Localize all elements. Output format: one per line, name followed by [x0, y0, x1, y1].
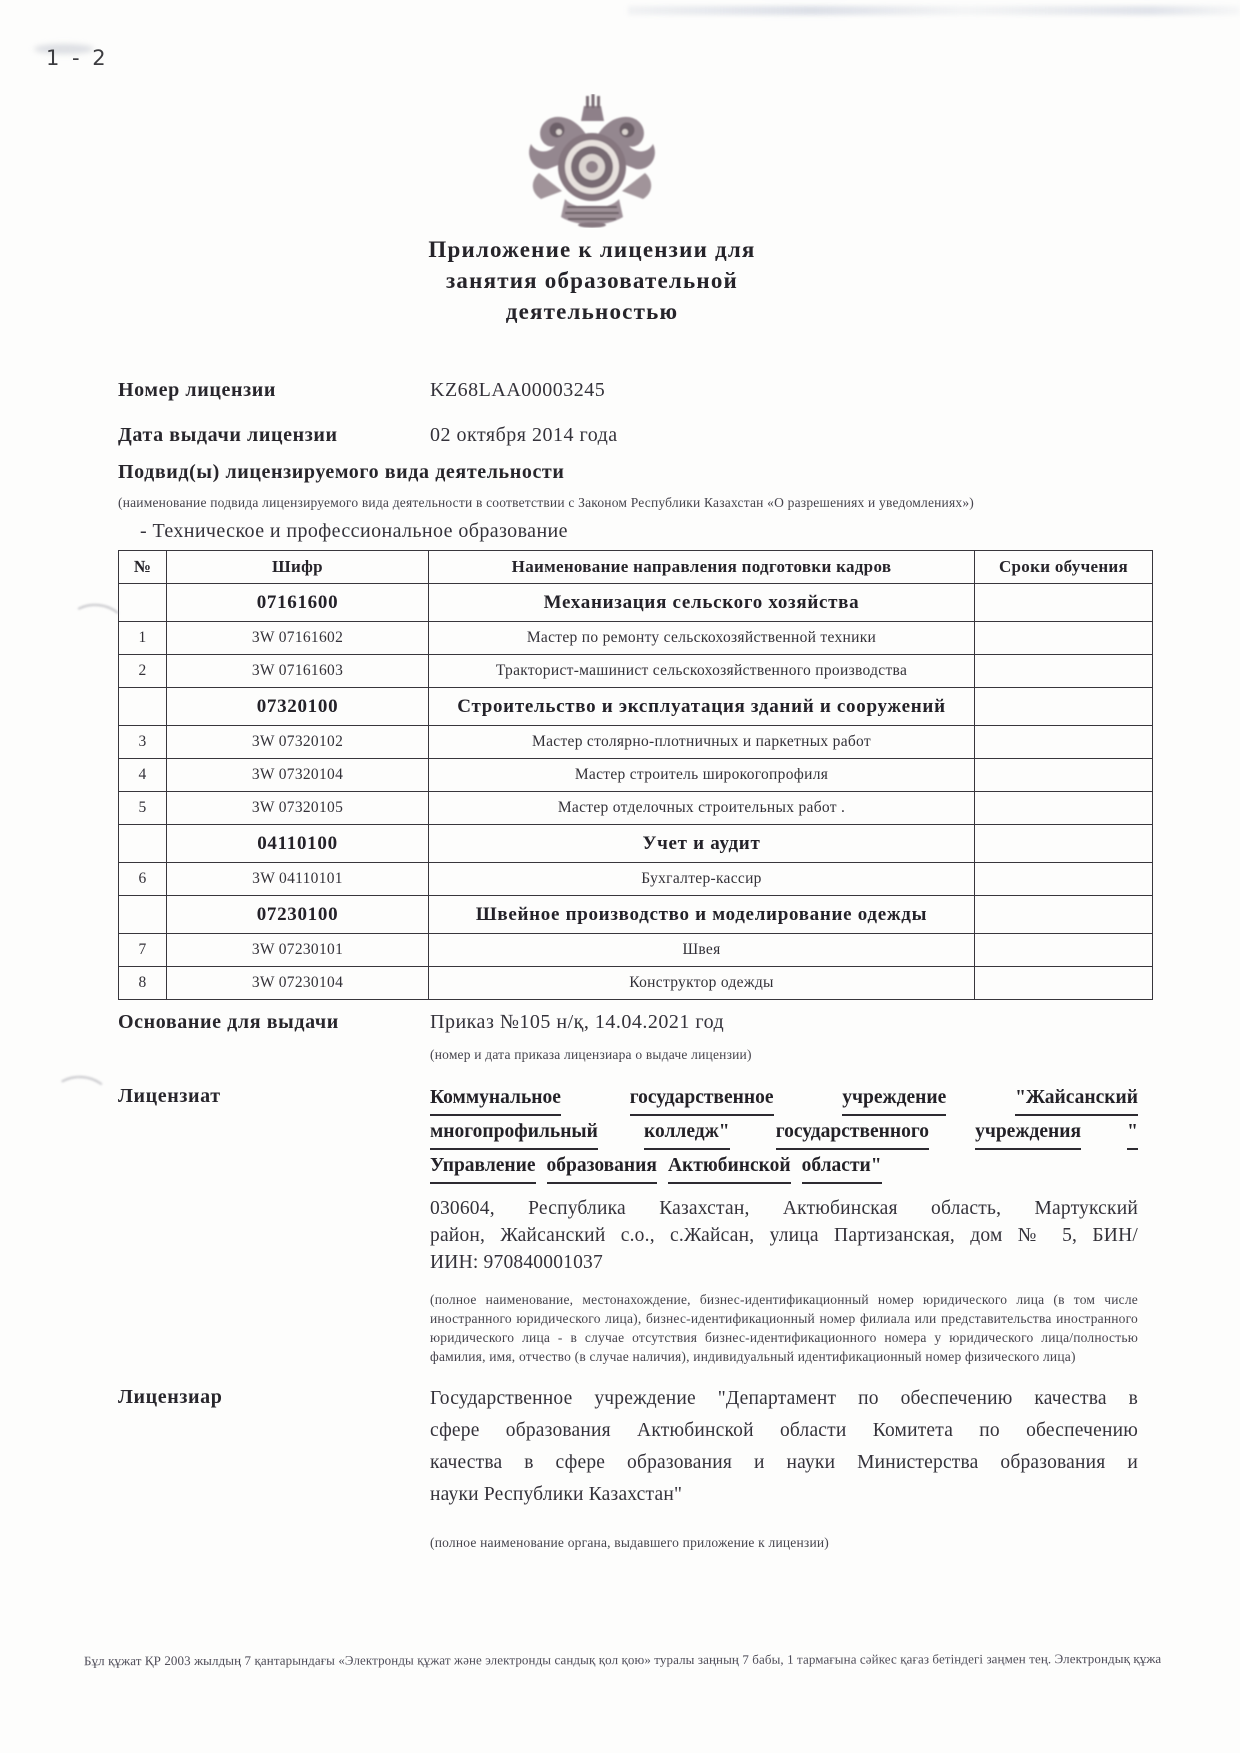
cell-num: 3 — [119, 726, 167, 759]
table-row — [119, 934, 1153, 967]
cell-code: 04110100 — [167, 825, 429, 863]
cell-name: Мастер строитель широкогопрофиля — [429, 759, 975, 792]
cell-num: 7 — [119, 934, 167, 967]
licensee-note: (полное наименование, местонахождение, бизнес-идентификационный номер юридического лица (в том числе иностранного юридического лица), бизнес-идентификационный номер филиала или представительства иностранного юридического лица - в случае отсутствия бизнес-идентификационного номера у юридического лица/полностью фамилия, имя, отчество (в случае наличия), индивидуальный идентификационный номер физического лица) — [430, 1292, 1138, 1364]
cell-code: 3W 07320105 — [167, 792, 429, 825]
table-row — [119, 726, 1153, 759]
cell-num — [119, 896, 167, 934]
text-line: науки Республики Казахстан" — [430, 1484, 683, 1505]
cell-num: 1 — [119, 622, 167, 655]
underlined-word: учреждения — [975, 1116, 1081, 1150]
licensee-name-line — [430, 1116, 1138, 1150]
cell-num: 2 — [119, 655, 167, 688]
cell-code: 3W 07230104 — [167, 967, 429, 1000]
cell-name: Конструктор одежды — [429, 967, 975, 1000]
cell-code: 3W 07161602 — [167, 622, 429, 655]
underlined-word: " — [1127, 1116, 1138, 1150]
licensee-address — [430, 1195, 1138, 1276]
table-row — [119, 967, 1153, 1000]
cell-code: 3W 07320104 — [167, 759, 429, 792]
document-title-line: деятельностью — [505, 299, 679, 324]
cell-name: Мастер по ремонту сельскохозяйственной техники — [429, 622, 975, 655]
table-row — [119, 655, 1153, 688]
table-header-term: Сроки обучения — [975, 551, 1153, 584]
cell-name: Мастер столярно-плотничных и паркетных работ — [429, 726, 975, 759]
qualification-table — [118, 550, 1153, 1000]
table-row — [119, 863, 1153, 896]
underlined-word: "Жайсанский — [1015, 1082, 1138, 1116]
issue-date-value: 02 октября 2014 года — [430, 424, 618, 446]
cell-name: Учет и аудит — [429, 825, 975, 863]
cell-term — [975, 792, 1153, 825]
cell-code: 07230100 — [167, 896, 429, 934]
underlined-word: Коммунальное — [430, 1082, 561, 1116]
licensee-name-line — [430, 1150, 1138, 1184]
cell-name: Мастер отделочных строительных работ . — [429, 792, 975, 825]
document-title-line: Приложение к лицензии для — [428, 237, 756, 262]
basis-note: (номер и дата приказа лицензиара о выдаче лицензии) — [430, 1047, 752, 1062]
subtype-heading: Подвид(ы) лицензируемого вида деятельности — [118, 461, 565, 483]
cell-term — [975, 896, 1153, 934]
table-group-row — [119, 896, 1153, 934]
cell-name: Бухгалтер-кассир — [429, 863, 975, 896]
cell-num: 6 — [119, 863, 167, 896]
licensor-note: (полное наименование органа, выдавшего приложение к лицензии) — [430, 1535, 829, 1550]
table-header-code: Шифр — [167, 551, 429, 584]
cell-code: 07320100 — [167, 688, 429, 726]
table-row — [119, 759, 1153, 792]
cell-num — [119, 584, 167, 622]
basis-value: Приказ №105 н/қ, 14.04.2021 год — [430, 1011, 725, 1033]
subtype-note: (наименование подвида лицензируемого вида деятельности в соответствии с Законом Республики Казахстан «О разрешениях и уведомлениях») — [118, 495, 974, 510]
cell-term — [975, 759, 1153, 792]
table-header-name: Наименование направления подготовки кадров — [429, 551, 975, 584]
license-number-row — [118, 379, 1240, 402]
cell-term — [975, 934, 1153, 967]
underlined-word: Управление — [430, 1150, 536, 1184]
basis-row — [118, 1011, 1240, 1034]
table-group-row — [119, 825, 1153, 863]
cell-code: 07161600 — [167, 584, 429, 622]
cell-term — [975, 584, 1153, 622]
cell-term — [975, 655, 1153, 688]
cell-term — [975, 863, 1153, 896]
cell-code: 3W 04110101 — [167, 863, 429, 896]
text-line: 030604, Республика Казахстан, Актюбинская область, Мартукский — [430, 1198, 1138, 1219]
licensor-section — [118, 1383, 1240, 1551]
underlined-word: образования — [547, 1150, 657, 1184]
underlined-word: многопрофильный — [430, 1116, 598, 1150]
basis-label: Основание для выдачи — [118, 1011, 339, 1033]
cell-term — [975, 967, 1153, 1000]
cell-name: Механизация сельского хозяйства — [429, 584, 975, 622]
footer-legal-note: Бұл құжат ҚР 2003 жылдың 7 қантарындағы «Электронды құжат және электронды сандық қол қою» туралы заңның 7 бабы, 1 тармағына сәйкес қағаз бетіндегі заңмен тең. Электрондық құжа — [83, 1650, 1162, 1669]
table-row — [119, 622, 1153, 655]
document-title-line: занятия образовательной — [445, 268, 738, 293]
subtype-value: - Техническое и профессиональное образование — [140, 520, 568, 542]
licensee-name-line — [430, 1082, 1138, 1116]
cell-name: Швейное производство и моделирование одежды — [429, 896, 975, 934]
table-header-number: № — [119, 551, 167, 584]
underlined-word: государственного — [776, 1116, 929, 1150]
kazakhstan-coat-of-arms-icon — [517, 94, 667, 228]
underlined-word: Актюбинской — [668, 1150, 791, 1184]
licensee-label: Лицензиат — [118, 1085, 221, 1107]
cell-num — [119, 688, 167, 726]
license-number-label: Номер лицензии — [118, 379, 276, 401]
cell-num: 5 — [119, 792, 167, 825]
cell-name: Тракторист-машинист сельскохозяйственного производства — [429, 655, 975, 688]
cell-code: 3W 07161603 — [167, 655, 429, 688]
qualification-table-body — [119, 584, 1153, 1000]
cell-code: 3W 07320102 — [167, 726, 429, 759]
emblem-container — [0, 0, 1184, 228]
cell-name: Швея — [429, 934, 975, 967]
licensor-name — [430, 1383, 1138, 1511]
underlined-word: учреждение — [842, 1082, 946, 1116]
text-line: сфере образования Актюбинской области Комитета по обеспечению — [430, 1420, 1138, 1441]
text-line: Государственное учреждение "Департамент по обеспечению качества в — [430, 1388, 1138, 1409]
license-number-value: KZ68LAA00003245 — [430, 379, 606, 401]
cell-num: 8 — [119, 967, 167, 1000]
cell-num — [119, 825, 167, 863]
page-number-marker: 1 - 2 — [46, 46, 109, 70]
issue-date-row — [118, 424, 1240, 447]
licensor-label: Лицензиар — [118, 1386, 223, 1408]
scan-streak-artifact — [628, 6, 1240, 15]
underlined-word: колледж" — [644, 1116, 730, 1150]
underlined-word: государственное — [630, 1082, 774, 1116]
table-header-row — [119, 551, 1153, 584]
issue-date-label: Дата выдачи лицензии — [118, 424, 338, 446]
table-row — [119, 792, 1153, 825]
licensee-section — [118, 1082, 1240, 1366]
text-line: ИИН: 970840001037 — [430, 1252, 603, 1273]
document-title — [0, 234, 1184, 327]
text-line: качества в сфере образования и науки Министерства образования и — [430, 1452, 1138, 1473]
cell-term — [975, 726, 1153, 759]
table-group-row — [119, 584, 1153, 622]
cell-term — [975, 825, 1153, 863]
text-line: район, Жайсанский с.о., с.Жайсан, улица Партизанская, дом № 5, БИН/ — [430, 1225, 1138, 1246]
underlined-word: области" — [802, 1150, 882, 1184]
licensee-name — [430, 1082, 1138, 1184]
cell-term — [975, 622, 1153, 655]
cell-term — [975, 688, 1153, 726]
cell-num: 4 — [119, 759, 167, 792]
cell-name: Строительство и эксплуатация зданий и сооружений — [429, 688, 975, 726]
table-group-row — [119, 688, 1153, 726]
cell-code: 3W 07230101 — [167, 934, 429, 967]
